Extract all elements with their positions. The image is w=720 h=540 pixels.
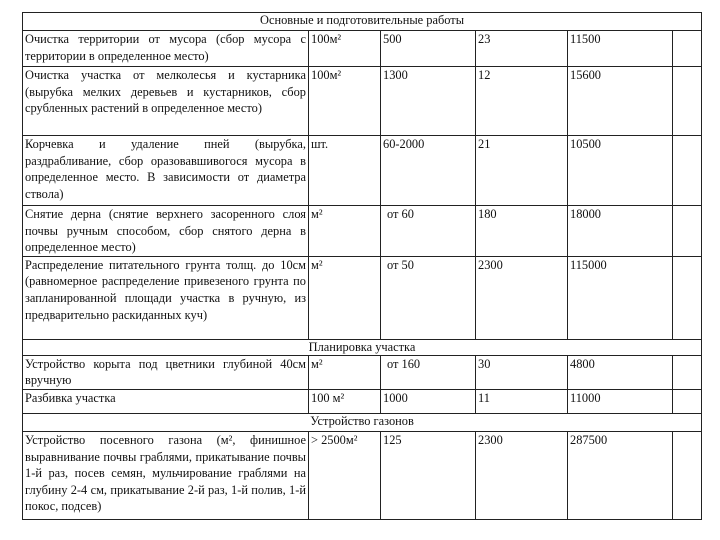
total-cell: 15600 bbox=[568, 67, 673, 136]
empty-cell bbox=[673, 31, 702, 67]
total-cell: 4800 bbox=[568, 355, 673, 389]
total-cell: 287500 bbox=[568, 431, 673, 519]
quantity-cell: 21 bbox=[476, 136, 568, 206]
section-header-row bbox=[23, 339, 702, 355]
total-cell: 11500 bbox=[568, 31, 673, 67]
work-description: Снятие дерна (снятие верхнего засоренного слоя почвы ручным способом, сбор снятого дерна в определенное место) bbox=[23, 206, 309, 257]
work-description: Корчевка и удаление пней (вырубка, раздрабливание, сбор оразовавшивогося мусора в определенное место. В зависимости от диаметра ствола) bbox=[23, 136, 309, 206]
unit-cell: 100 м² bbox=[309, 389, 381, 413]
price-cell: от 160 bbox=[381, 355, 476, 389]
table-row bbox=[23, 67, 702, 136]
price-cell: 1300 bbox=[381, 67, 476, 136]
quantity-cell: 11 bbox=[476, 389, 568, 413]
work-description: Очистка участка от мелколесья и кустарника (вырубка мелких деревьев и кустарников, сбор срубленных растений в определенное место) bbox=[23, 67, 309, 136]
work-description: Разбивка участка bbox=[23, 389, 309, 413]
work-description: Устройство корыта под цветники глубиной 40см вручную bbox=[23, 355, 309, 389]
quantity-cell: 30 bbox=[476, 355, 568, 389]
empty-cell bbox=[673, 67, 702, 136]
table-row bbox=[23, 256, 702, 339]
price-cell: от 60 bbox=[381, 206, 476, 257]
price-cell: 1000 bbox=[381, 389, 476, 413]
price-cell: 60-2000 bbox=[381, 136, 476, 206]
table-row bbox=[23, 31, 702, 67]
empty-cell bbox=[673, 256, 702, 339]
section-title: Планировка участка bbox=[23, 339, 702, 355]
total-cell: 11000 bbox=[568, 389, 673, 413]
unit-cell: м² bbox=[309, 256, 381, 339]
empty-cell bbox=[673, 389, 702, 413]
price-cell: 500 bbox=[381, 31, 476, 67]
quantity-cell: 12 bbox=[476, 67, 568, 136]
section-header-row bbox=[23, 413, 702, 431]
total-cell: 18000 bbox=[568, 206, 673, 257]
quantity-cell: 180 bbox=[476, 206, 568, 257]
work-description: Устройство посевного газона (м², финишное выравнивание почвы граблями, прикатывание почвы 1-й раз, посев семян, мульчирование граблями на глубину 2-4 см, прикатывание 2-й раз, 1-й полив, 1-й покос, подсев) bbox=[23, 431, 309, 519]
quantity-cell: 2300 bbox=[476, 256, 568, 339]
work-description: Распределение питательного грунта толщ. до 10см (равномерное распределение привезеного грунта по запланированной площади участка в ручную, из предварительно раскиданных куч) bbox=[23, 256, 309, 339]
unit-cell: 100м² bbox=[309, 67, 381, 136]
total-cell: 115000 bbox=[568, 256, 673, 339]
unit-cell: шт. bbox=[309, 136, 381, 206]
price-cell: 125 bbox=[381, 431, 476, 519]
table-row bbox=[23, 355, 702, 389]
unit-cell: 100м² bbox=[309, 31, 381, 67]
table-row bbox=[23, 206, 702, 257]
quantity-cell: 2300 bbox=[476, 431, 568, 519]
price-table bbox=[22, 12, 702, 520]
unit-cell: м² bbox=[309, 206, 381, 257]
total-cell: 10500 bbox=[568, 136, 673, 206]
quantity-cell: 23 bbox=[476, 31, 568, 67]
unit-cell: м² bbox=[309, 355, 381, 389]
table-row bbox=[23, 389, 702, 413]
section-title: Основные и подготовительные работы bbox=[23, 13, 702, 31]
empty-cell bbox=[673, 355, 702, 389]
price-cell: от 50 bbox=[381, 256, 476, 339]
section-header-row bbox=[23, 13, 702, 31]
table-row bbox=[23, 136, 702, 206]
section-title: Устройство газонов bbox=[23, 413, 702, 431]
empty-cell bbox=[673, 136, 702, 206]
unit-cell: > 2500м² bbox=[309, 431, 381, 519]
work-description: Очистка территории от мусора (сбор мусора с территории в определенное место) bbox=[23, 31, 309, 67]
table-row bbox=[23, 431, 702, 519]
empty-cell bbox=[673, 431, 702, 519]
empty-cell bbox=[673, 206, 702, 257]
